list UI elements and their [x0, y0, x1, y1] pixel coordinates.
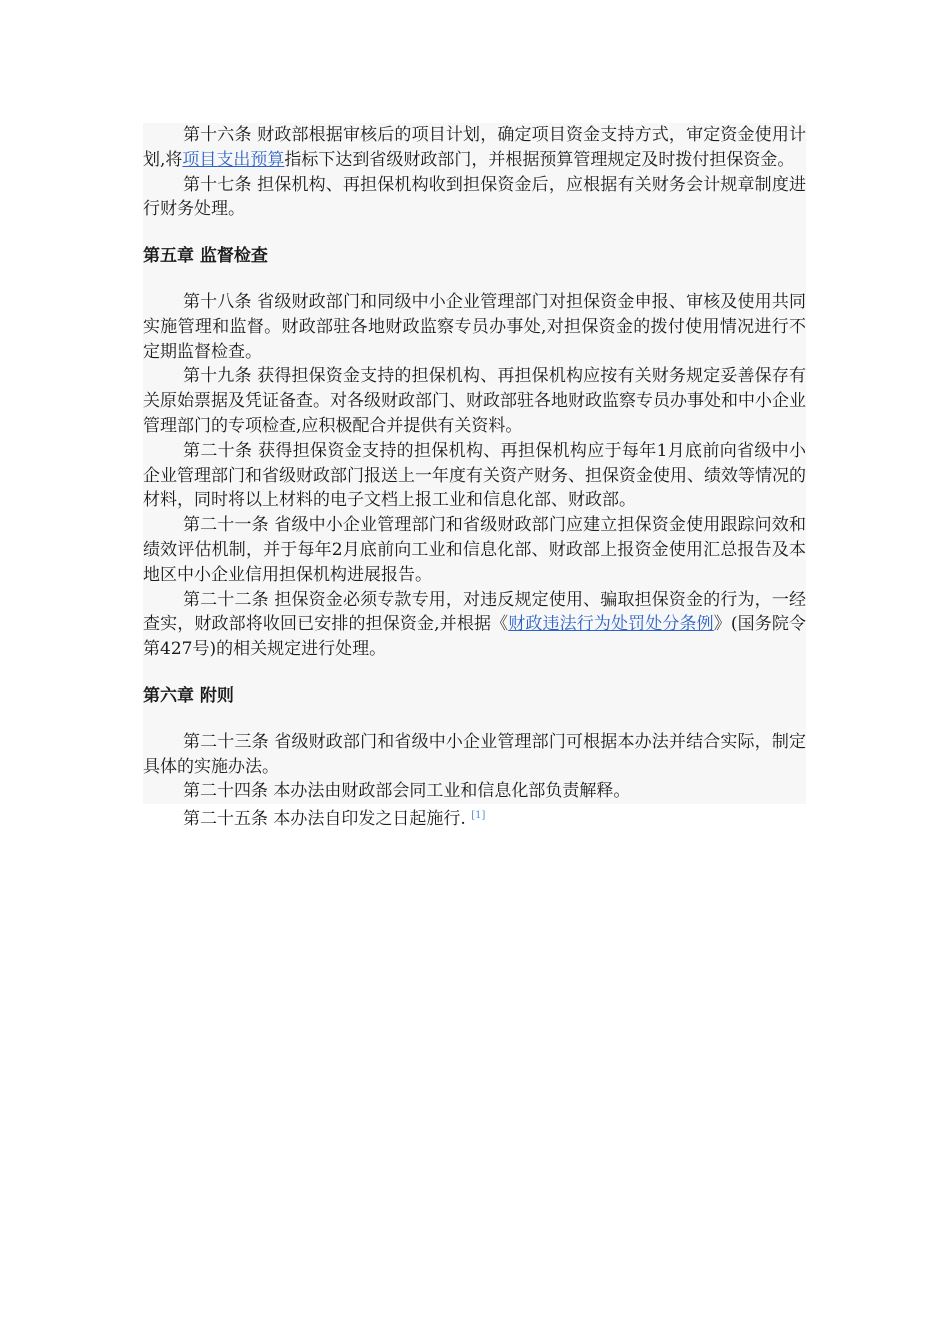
article-22-text-end: 》(国务院令第427号)的相关规定进行处理。 — [143, 614, 807, 660]
regulation-link[interactable]: 财政违法行为处罚处分条例 — [508, 614, 714, 635]
article-16 — [143, 123, 806, 173]
article-16-text: 第十六条 财政部根据审核后的项目计划，确定项目资金支持方式，审定资金使用计划,将 — [143, 125, 806, 170]
article-22 — [143, 588, 806, 662]
article-22-text: 第二十二条 担保资金必须专款专用，对违反规定使用、骗取担保资金的行为，一经查实，财政部将收回已安排的担保资金,并根据《 — [143, 589, 806, 635]
document-body — [143, 123, 806, 832]
article-24: 第二十四条 本办法由财政部会同工业和信息化部负责解释。 — [183, 781, 631, 802]
article-20: 第二十条 获得担保资金支持的担保机构、再担保机构应于每年1月底前向省级中小企业管理部门和省级财政部门报送上一年度有关资产财务、担保资金使用、绩效等情况的材料，同时将以上材料的电子文档上报工业和信息化部、财政部。 — [143, 440, 806, 511]
chapter-5-heading: 第五章 监督检查 — [143, 222, 806, 290]
project-budget-link[interactable]: 项目支出预算 — [182, 149, 285, 170]
chapter-6-heading: 第六章 附则 — [143, 662, 806, 730]
article-17: 第十七条 担保机构、再担保机构收到担保资金后，应根据有关财务会计规章制度进行财务处理。 — [143, 174, 806, 220]
article-25 — [143, 804, 806, 832]
article-21: 第二十一条 省级中小企业管理部门和省级财政部门应建立担保资金使用跟踪问效和绩效评估机制，并于每年2月底前向工业和信息化部、财政部上报资金使用汇总报告及本地区中小企业信用担保机构进展报告。 — [143, 515, 806, 585]
article-16-text-end: 指标下达到省级财政部门，并根据预算管理规定及时拨付担保资金。 — [284, 149, 795, 170]
article-23: 第二十三条 省级财政部门和省级中小企业管理部门可根据本办法并结合实际，制定具体的实施办法。 — [143, 731, 806, 777]
article-25-text: 第二十五条 本办法自印发之日起施行. — [183, 809, 466, 830]
reference-link[interactable]: [1] — [471, 810, 486, 822]
article-19: 第十九条 获得担保资金支持的担保机构、再担保机构应按有关财务规定妥善保存有关原始票据及凭证备查。对各级财政部门、财政部驻各地财政监察专员办事处和中小企业管理部门的专项检查,应积极配合并提供有关资料。 — [143, 366, 806, 436]
article-18: 第十八条 省级财政部门和同级中小企业管理部门对担保资金申报、审核及使用共同实施管理和监督。财政部驻各地财政监察专员办事处,对担保资金的拨付使用情况进行不定期监督检查。 — [143, 291, 806, 362]
